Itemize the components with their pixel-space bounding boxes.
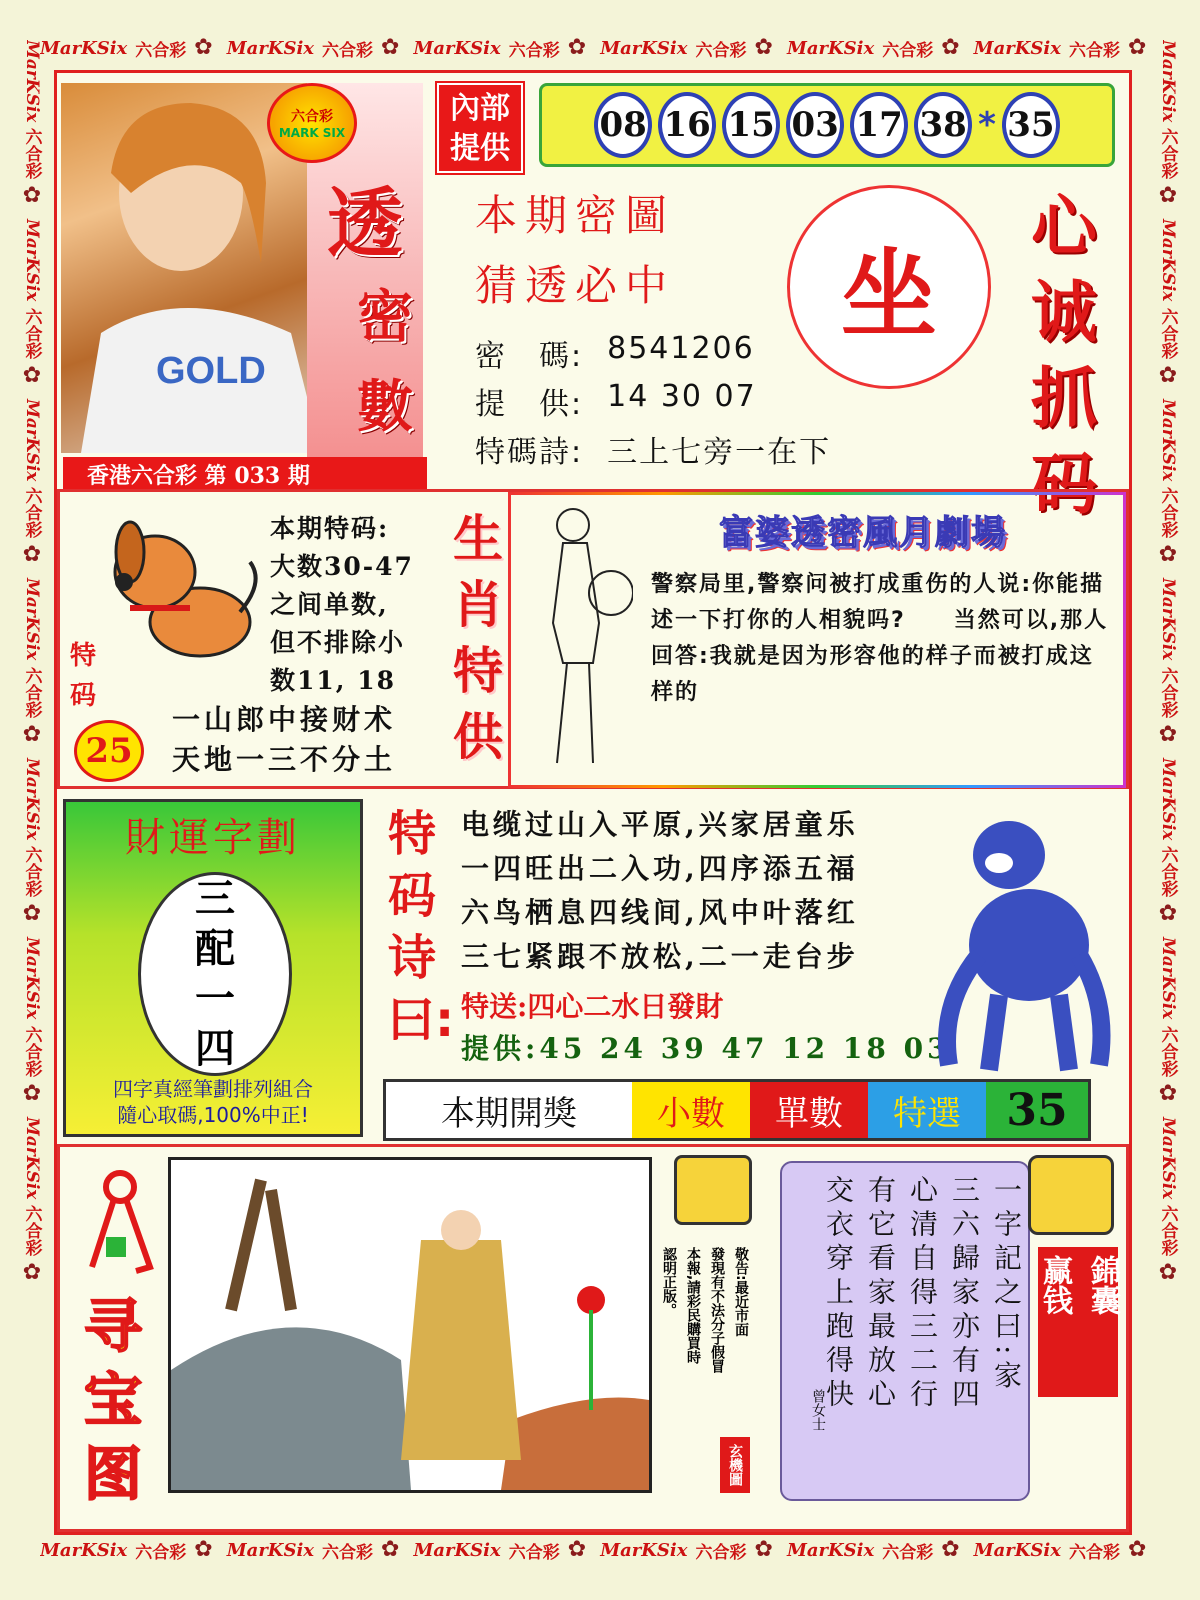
monkey-illustration: [919, 805, 1119, 1075]
brand-cn: 六合彩: [1157, 128, 1178, 180]
theatre-title: 富婆透密風月劇場: [719, 513, 1007, 553]
border-unit: [20, 758, 45, 925]
fortune-char: 三: [195, 876, 235, 922]
border-unit: [1156, 399, 1181, 566]
poem-line: 三七紧跟不放松,二一走台步: [461, 940, 859, 973]
brand-en: MarKSix: [40, 37, 128, 59]
brand-cn: 六合彩: [508, 1542, 560, 1563]
brand-cn: 六合彩: [322, 40, 374, 61]
flower-icon: ✿: [941, 35, 960, 60]
svg-text:GOLD: GOLD: [156, 350, 266, 392]
brand-cn: 六合彩: [1157, 307, 1178, 359]
flower-icon: ✿: [1158, 1080, 1178, 1106]
zodiac-section: [57, 489, 1129, 789]
draw-result-bar: [383, 1079, 1091, 1141]
provide-label: 提 供:: [475, 387, 584, 422]
bottom-border: [40, 1532, 1160, 1568]
zodiac-title: 生肖特供: [453, 510, 503, 766]
fortune-title: 財運字劃: [125, 815, 301, 861]
zodiac-poem: [172, 700, 452, 780]
notice-line: 發現有不法分子假冒: [709, 1247, 725, 1373]
brand-cn: 六合彩: [1068, 1542, 1120, 1563]
brand-cn: 六合彩: [1157, 666, 1178, 718]
left-border: [14, 40, 50, 1540]
theatre-joke: 警察局里,警察问被打成重伤的人说:你能描述一下打你的人相貌吗? 当然可以,那人回答:我就是因为形容他的样子而被打成这样的: [651, 572, 1109, 705]
brand-en: MarKSix: [413, 1539, 501, 1561]
draw-number: 35: [986, 1082, 1088, 1138]
zodiac-line: 数11, 18: [270, 666, 396, 695]
zodiac-line: 本期特码:: [270, 514, 390, 543]
poem-section: [57, 789, 1129, 1144]
zodiac-poem-line: 一山郎中接财术: [172, 703, 397, 736]
border-unit: [413, 36, 586, 61]
scroll-line: 一字記之曰:家: [990, 1175, 1023, 1395]
border-unit: [1156, 578, 1181, 745]
brand-cn: 六合彩: [695, 40, 747, 61]
border-unit: [20, 219, 45, 386]
logo-cn: 六合彩: [291, 109, 333, 125]
special-ball: 35: [1002, 92, 1060, 158]
code-row: [475, 331, 755, 375]
scroll-line: 心清自得三二行: [906, 1175, 939, 1413]
brand-en: MarKSix: [973, 1539, 1061, 1561]
flower-icon: ✿: [381, 35, 400, 60]
brand-en: MarKSix: [1158, 219, 1178, 302]
poem-label: 特碼詩:: [475, 435, 584, 470]
brand-cn: 六合彩: [1157, 1205, 1178, 1257]
brand-en: MarKSix: [22, 1116, 42, 1200]
brand-en: MarKSix: [413, 37, 501, 59]
zodiac-line: 但不排除小: [270, 628, 406, 657]
flower-icon: ✿: [941, 1537, 960, 1562]
notice-line: 認明正版。: [661, 1247, 677, 1317]
flower-icon: ✿: [1158, 1260, 1178, 1286]
code-value: 8541206: [607, 331, 755, 366]
notice-line: 本報,請彩民購買時: [685, 1247, 701, 1365]
zodiac-poem-line: 天地一三不分土: [172, 743, 397, 776]
poem-line: 一四旺出二入功,四序添五福: [461, 852, 859, 885]
fortune-note-line: 四字真經筆劃排列組合: [113, 1077, 313, 1101]
flower-icon: ✿: [1158, 183, 1178, 209]
brand-cn: 六合彩: [882, 40, 934, 61]
flower-icon: ✿: [22, 1080, 42, 1106]
border-unit: [20, 399, 45, 566]
flower-icon: ✿: [22, 542, 42, 568]
fortune-char: 四: [195, 1026, 235, 1072]
poem-row: [475, 427, 831, 471]
notice-line: 敬告:最近市面: [733, 1247, 749, 1337]
flower-icon: ✿: [194, 1537, 213, 1562]
brand-cn: 六合彩: [21, 128, 42, 180]
brand-cn: 六合彩: [21, 307, 42, 359]
flower-icon: ✿: [194, 35, 213, 60]
brand-en: MarKSix: [600, 37, 688, 59]
border-unit: [1156, 219, 1181, 386]
tema-label: 特码: [70, 641, 97, 711]
provide-row: [475, 379, 757, 423]
border-unit: [40, 1538, 213, 1563]
poem-lines: [461, 803, 941, 979]
lady-illustration: [523, 503, 633, 773]
border-unit: [413, 1538, 586, 1563]
flower-icon: ✿: [22, 901, 42, 927]
treasure-section: [57, 1144, 1129, 1532]
scroll-line: 三六歸家亦有四: [948, 1175, 981, 1413]
zodiac-text: [270, 510, 440, 700]
scroll-text: [822, 1175, 1022, 1425]
border-unit: [600, 36, 773, 61]
border-unit: [787, 1538, 960, 1563]
flower-icon: ✿: [22, 721, 42, 747]
shu-char: 數: [357, 374, 413, 440]
flower-icon: ✿: [1158, 721, 1178, 747]
heart-slogan: 心诚抓码: [1031, 187, 1097, 523]
poem-line: 电缆过山入平原,兴家居童乐: [461, 808, 859, 841]
brand-cn: 六合彩: [1068, 40, 1120, 61]
flower-icon: ✿: [754, 1537, 773, 1562]
poem-supply: 提供:45 24 39 47 12 18 03: [461, 1032, 951, 1065]
brand-en: MarKSix: [1158, 757, 1178, 841]
brand-en: MarKSix: [1158, 40, 1178, 123]
brand-cn: 六合彩: [21, 1025, 42, 1077]
poem-value: 三上七旁一在下: [607, 435, 832, 470]
brand-cn: 六合彩: [1157, 487, 1178, 539]
money-icon: [1028, 1155, 1114, 1235]
provide-value: 14 30 07: [607, 379, 757, 414]
fortune-oval: [138, 872, 292, 1076]
flower-icon: ✿: [1158, 362, 1178, 388]
fortune-note: [66, 1076, 360, 1128]
flower-icon: ✿: [754, 35, 773, 60]
warning-icon: [674, 1155, 752, 1225]
number-ball: 15: [722, 92, 780, 158]
border-unit: [1156, 937, 1181, 1104]
fortune-char: 一: [195, 976, 235, 1022]
main-frame: [54, 70, 1132, 1535]
code-label: 密 碼:: [475, 339, 584, 374]
fortune-note-line: 隨心取碼,100%中正!: [117, 1103, 309, 1127]
fortune-char: 配: [195, 926, 235, 972]
number-ball: 16: [658, 92, 716, 158]
zodiac-number: 25: [74, 720, 144, 782]
border-unit: [787, 36, 960, 61]
brand-en: MarKSix: [1158, 1116, 1178, 1200]
number-ball: 03: [786, 92, 844, 158]
brand-en: MarKSix: [40, 1539, 128, 1561]
brand-cn: 六合彩: [1157, 1025, 1178, 1077]
key-icon: [80, 1167, 160, 1277]
yingqian-label: 赢钱: [1037, 1255, 1072, 1315]
flower-icon: ✿: [1158, 542, 1178, 568]
border-unit: [1156, 1117, 1181, 1284]
zodiac-line: 之间单数,: [270, 590, 389, 619]
scroll-author: 曾女士: [810, 1389, 826, 1431]
brand-cn: 六合彩: [135, 40, 187, 61]
brand-en: MarKSix: [1158, 398, 1178, 482]
scroll-line: 有它看家最放心: [864, 1175, 897, 1413]
marksix-logo: [267, 83, 357, 163]
brand-en: MarKSix: [22, 937, 42, 1020]
star-icon: *: [978, 105, 996, 145]
jinnang-tag: [1038, 1247, 1118, 1397]
number-ball: 08: [594, 92, 652, 158]
scroll-line: 交衣穿上跑得快: [822, 1175, 855, 1413]
xuanji-label: 玄機圖: [720, 1437, 750, 1493]
brand-en: MarKSix: [786, 37, 875, 59]
dog-illustration: [100, 512, 260, 672]
poem-title: 特码诗曰:: [387, 806, 455, 1048]
secret-title: 本期密圖: [475, 191, 676, 240]
theatre-box: [508, 492, 1126, 788]
brand-en: MarKSix: [1158, 578, 1178, 661]
secret-stamp: 坐: [787, 185, 991, 389]
jinnang-label: 錦囊: [1085, 1255, 1120, 1315]
border-unit: [227, 1538, 400, 1563]
logo-en: MARK SIX: [278, 126, 346, 140]
draw-size: 小數: [632, 1082, 750, 1138]
inner-source-badge: 內部提供: [437, 83, 523, 173]
top-border: [40, 30, 1160, 66]
border-unit: [20, 937, 45, 1104]
brand-cn: 六合彩: [695, 1542, 747, 1563]
treasure-scene: [168, 1157, 652, 1493]
brand-cn: 六合彩: [882, 1542, 934, 1563]
flower-icon: ✿: [22, 1260, 42, 1286]
flower-icon: ✿: [381, 1537, 400, 1562]
border-unit: [20, 40, 45, 207]
secret-subtitle: 猜透必中: [475, 261, 676, 310]
brand-cn: 六合彩: [1157, 846, 1178, 898]
brand-cn: 六合彩: [21, 666, 42, 718]
border-unit: [40, 36, 213, 61]
number-ball: 38: [914, 92, 972, 158]
border-unit: [974, 36, 1147, 61]
brand-en: MarKSix: [226, 1539, 315, 1561]
brand-cn: 六合彩: [135, 1542, 187, 1563]
brand-en: MarKSix: [22, 398, 42, 482]
border-unit: [1156, 758, 1181, 925]
border-unit: [20, 1117, 45, 1284]
poem-special: 特送:四心二水日發財: [461, 990, 724, 1023]
right-border: [1150, 40, 1186, 1540]
draw-pick: 特選: [868, 1082, 986, 1138]
brand-cn: 六合彩: [21, 846, 42, 898]
brand-en: MarKSix: [786, 1539, 875, 1561]
flower-icon: ✿: [1158, 901, 1178, 927]
brand-cn: 六合彩: [508, 40, 560, 61]
border-unit: [1156, 40, 1181, 207]
brand-cn: 六合彩: [322, 1542, 374, 1563]
flower-icon: ✿: [1127, 35, 1147, 60]
draw-parity: 單數: [750, 1082, 868, 1138]
brand-en: MarKSix: [22, 219, 42, 302]
flower-icon: ✿: [567, 1537, 587, 1562]
brand-en: MarKSix: [226, 37, 315, 59]
brand-en: MarKSix: [1158, 937, 1178, 1020]
flower-icon: ✿: [1127, 1537, 1147, 1562]
number-ball: 17: [850, 92, 908, 158]
brand-en: MarKSix: [22, 757, 42, 841]
mi-char: 密: [357, 284, 413, 350]
border-unit: [227, 36, 400, 61]
poem-line: 六鸟栖息四线间,风中叶落红: [461, 896, 859, 929]
border-unit: [20, 578, 45, 745]
result-numbers: [539, 83, 1115, 167]
zodiac-line: 大数30-47: [270, 552, 414, 581]
treasure-title: 寻宝图: [83, 1292, 142, 1508]
brand-en: MarKSix: [600, 1539, 688, 1561]
brand-cn: 六合彩: [21, 1205, 42, 1257]
notice: [661, 1247, 750, 1447]
flower-icon: ✿: [22, 362, 42, 388]
issue-banner: 香港六合彩 第 033 期: [63, 457, 427, 491]
flower-icon: ✿: [22, 183, 42, 209]
border-unit: [974, 1538, 1147, 1563]
fortune-box: [63, 799, 363, 1137]
brand-cn: 六合彩: [21, 487, 42, 539]
brand-en: MarKSix: [973, 37, 1061, 59]
header-section: [57, 73, 1129, 523]
draw-label: 本期開獎: [386, 1082, 632, 1138]
flower-icon: ✿: [567, 35, 587, 60]
brand-en: MarKSix: [22, 40, 42, 123]
brand-en: MarKSix: [22, 578, 42, 661]
border-unit: [600, 1538, 773, 1563]
tou-char: 透: [327, 179, 403, 268]
